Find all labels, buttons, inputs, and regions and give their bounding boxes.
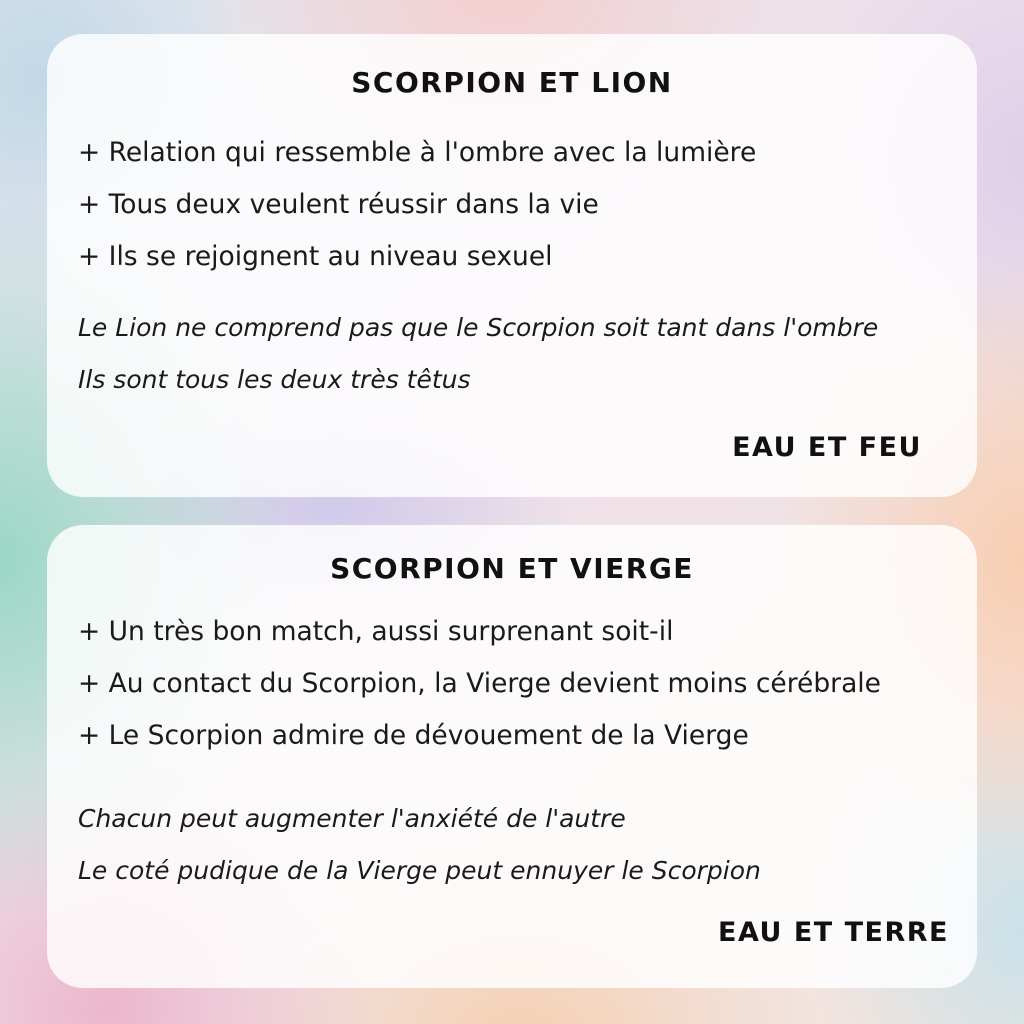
positive-point: + Au contact du Scorpion, la Vierge devient moins cérébrale [78, 668, 881, 699]
compatibility-card-scorpion-lion [47, 34, 977, 497]
negative-point: Chacun peut augmenter l'anxiété de l'autre [78, 804, 626, 833]
card-title: SCORPION ET VIERGE [330, 552, 694, 585]
positive-point: + Ils se rejoignent au niveau sexuel [78, 241, 553, 272]
negative-point: Ils sont tous les deux très têtus [78, 365, 471, 394]
positive-point: + Relation qui ressemble à l'ombre avec la lumière [78, 137, 757, 168]
positive-point: + Tous deux veulent réussir dans la vie [78, 189, 599, 220]
card-title: SCORPION ET LION [351, 66, 673, 99]
elements-label: EAU ET FEU [732, 432, 922, 463]
elements-label: EAU ET TERRE [718, 917, 949, 948]
compatibility-card-scorpion-vierge [47, 525, 977, 988]
positive-point: + Un très bon match, aussi surprenant soit-il [78, 616, 674, 647]
negative-point: Le Lion ne comprend pas que le Scorpion soit tant dans l'ombre [78, 313, 879, 342]
positive-point: + Le Scorpion admire de dévouement de la Vierge [78, 720, 749, 751]
negative-point: Le coté pudique de la Vierge peut ennuyer le Scorpion [78, 856, 761, 885]
